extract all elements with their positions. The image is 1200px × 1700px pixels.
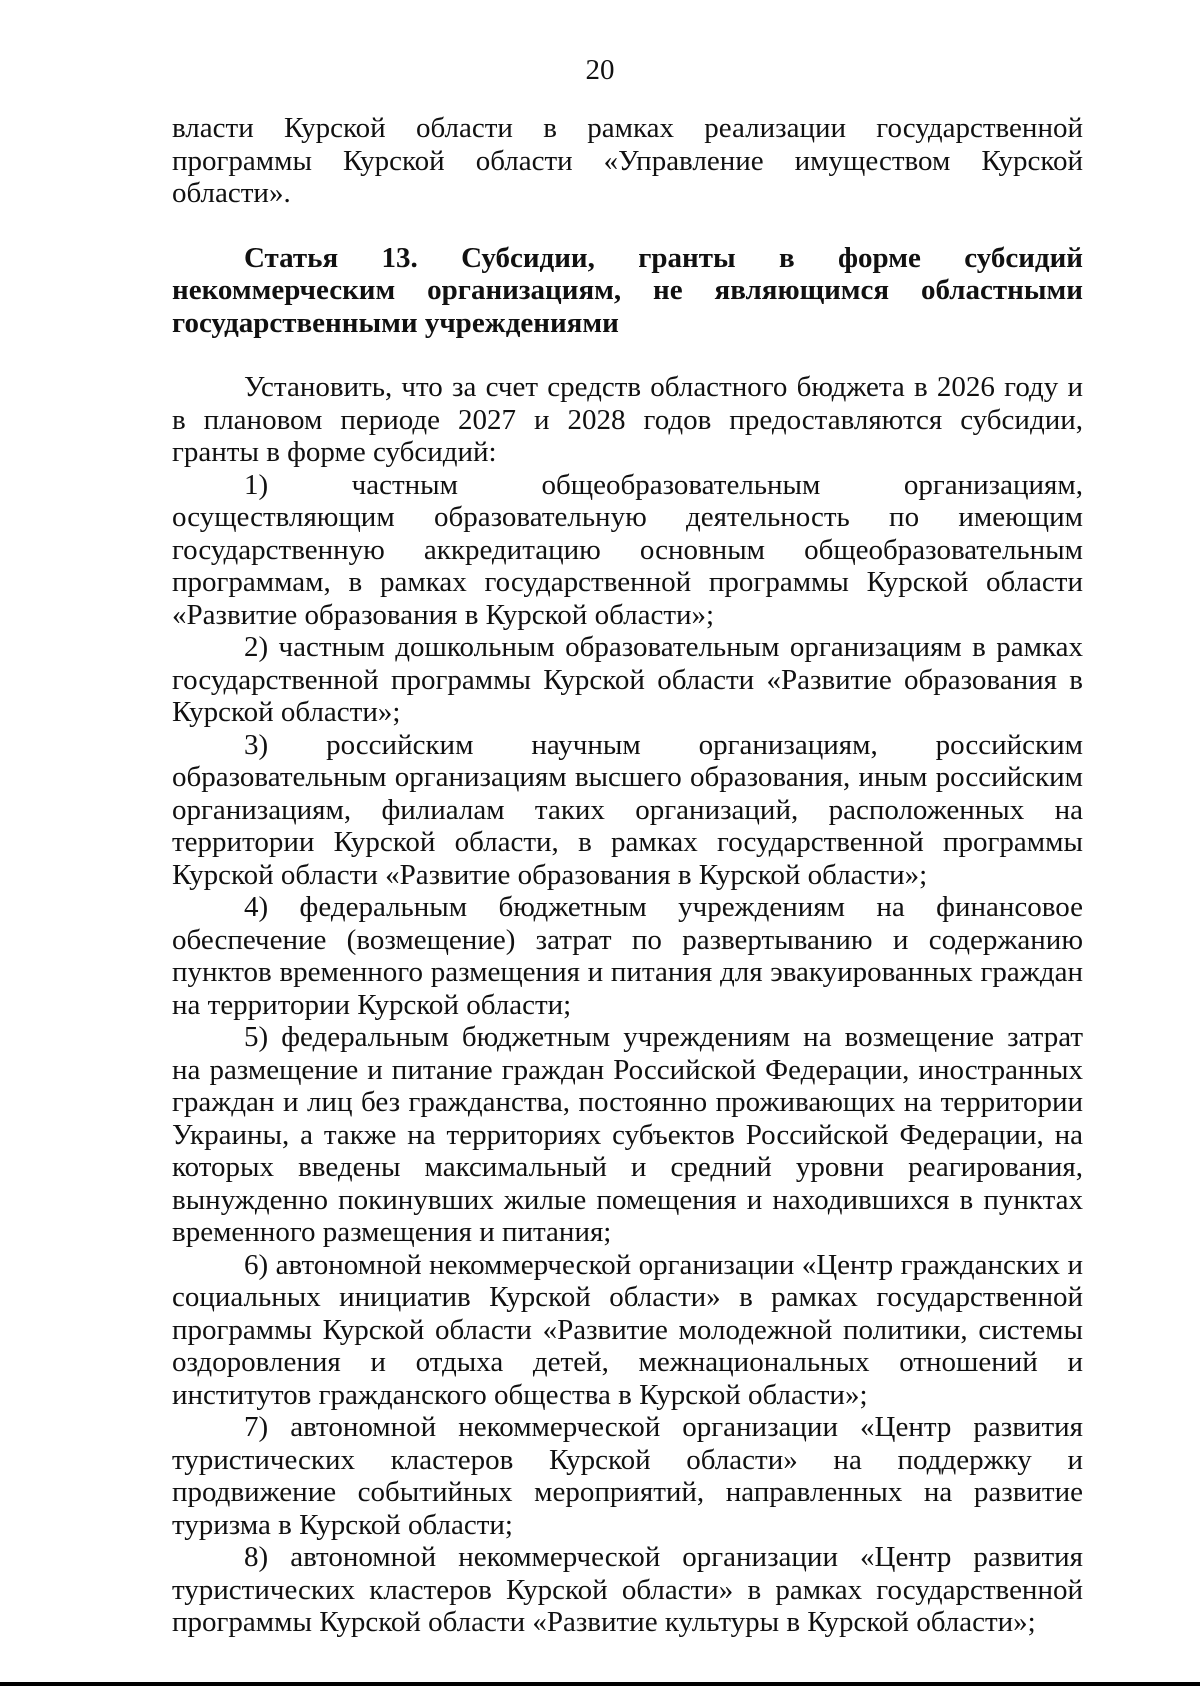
scan-bottom-border — [0, 1682, 1200, 1686]
list-item-5: 5) федеральным бюджетным учреждениям на возмещение затрат на размещение и питание граждан Российской Федерации, иностранных граждан и лиц без гражданства, постоянно проживающих на территории Украины, а также на территориях субъектов Российской Федерации, на которых введены максимальный и средний уровни реагирования, вынужденно покинувших жилые помещения и находившихся в пунктах временного размещения и питания; — [172, 1021, 1083, 1248]
document-body — [172, 112, 1083, 1639]
list-item-3: 3) российским научным организациям, российским образовательным организациям высшего образования, иным российским организациям, филиалам таких организаций, расположенных на территории Курской области, в рамках государственной программы Курской области «Развитие образования в Курской области»; — [172, 728, 1083, 891]
list-item-4: 4) федеральным бюджетным учреждениям на финансовое обеспечение (возмещение) затрат по развертыванию и содержанию пунктов временного размещения и питания для эвакуированных граждан на территории Курской области; — [172, 891, 1083, 1021]
list-item-6: 6) автономной некоммерческой организации «Центр гражданских и социальных инициатив Курской области» в рамках государственной программы Курской области «Развитие молодежной политики, системы оздоровления и отдыха детей, межнациональных отношений и институтов гражданского общества в Курской области»; — [172, 1248, 1083, 1411]
intro-paragraph: власти Курской области в рамках реализации государственной программы Курской области «Управление имуществом Курской области». — [172, 112, 1083, 209]
article-title: Статья 13. Субсидии, гранты в форме субсидий некоммерческим организациям, не являющимся областными государственными учреждениями — [172, 241, 1083, 339]
article-lead-paragraph: Установить, что за счет средств областного бюджета в 2026 году и в плановом периоде 2027 и 2028 годов предоставляются субсидии, гранты в форме субсидий: — [172, 371, 1083, 468]
list-item-7: 7) автономной некоммерческой организации «Центр развития туристических кластеров Курской области» на поддержку и продвижение событийных мероприятий, направленных на развитие туризма в Курской области; — [172, 1411, 1083, 1541]
list-item-2: 2) частным дошкольным образовательным организациям в рамках государственной программы Курской области «Развитие образования в Курской области»; — [172, 631, 1083, 728]
list-item-8: 8) автономной некоммерческой организации «Центр развития туристических кластеров Курской области» в рамках государственной программы Курской области «Развитие культуры в Курской области»; — [172, 1541, 1083, 1638]
page-number: 20 — [585, 54, 615, 86]
list-item-1: 1) частным общеобразовательным организациям, осуществляющим образовательную деятельность по имеющим государственную аккредитацию основным общеобразовательным программам, в рамках государственной программы Курской области «Развитие образования в Курской области»; — [172, 468, 1083, 631]
